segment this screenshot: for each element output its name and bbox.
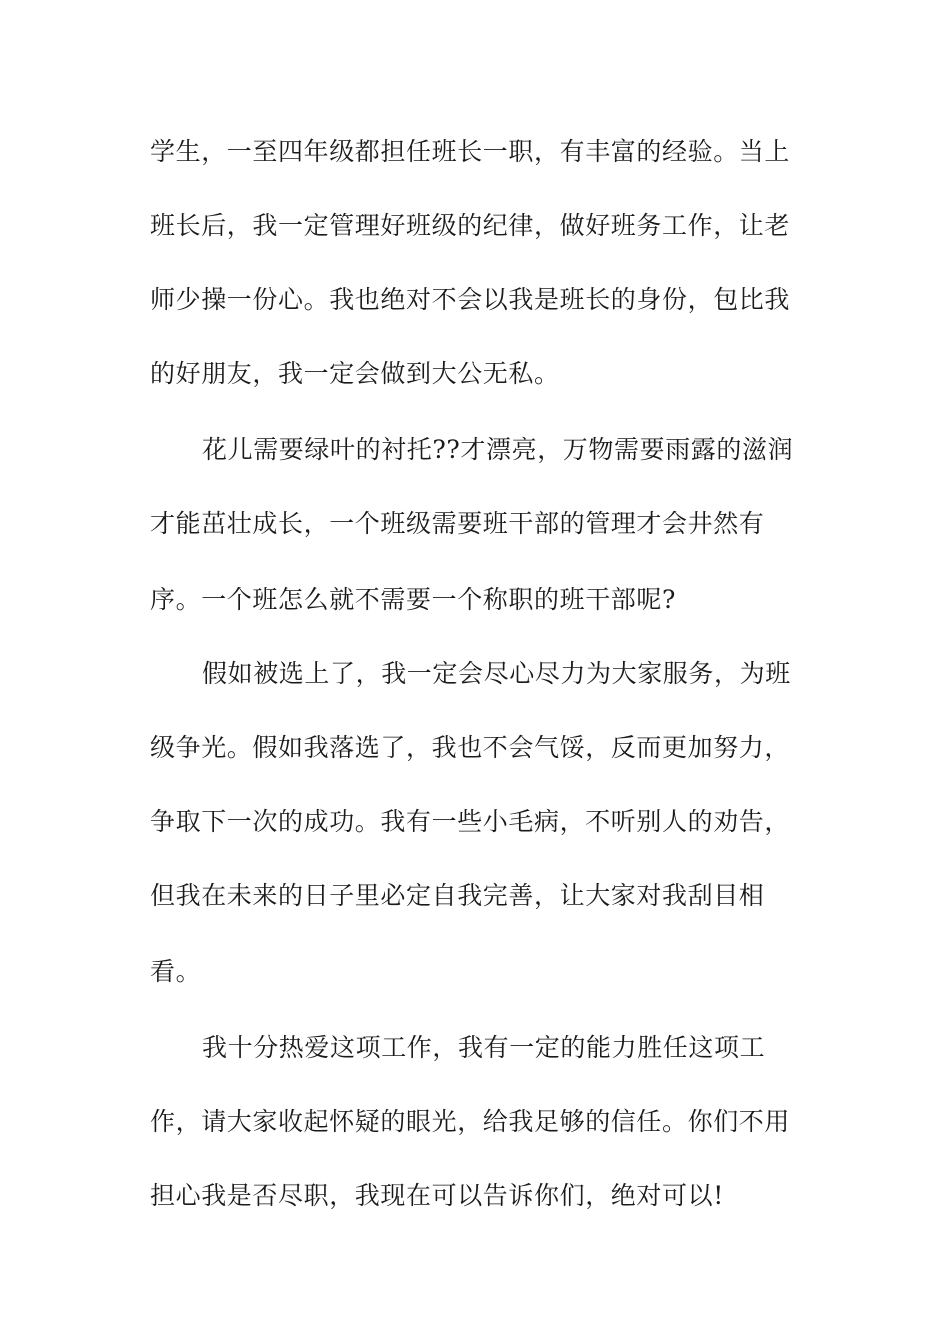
text-line-2: 班长后，我一定管理好班级的纪律，做好班务工作，让老 [150,211,791,240]
text-line-8: 假如被选上了，我一定会尽心尽力为大家服务，为班 [202,659,791,688]
text-line-12: 看。 [150,957,202,986]
text-line-5: 花儿需要绿叶的衬托??才漂亮，万物需要雨露的滋润 [202,435,794,464]
text-line-3: 师少操一份心。我也绝对不会以我是班长的身份，包比我 [150,285,791,314]
text-line-4: 的好朋友，我一定会做到大公无私。 [150,359,560,388]
text-line-13: 我十分热爱这项工作，我有一定的能力胜任这项工 [202,1033,766,1062]
text-line-9: 级争光。假如我落选了，我也不会气馁，反而更加努力， [150,733,791,762]
text-line-11: 但我在未来的日子里必定自我完善，让大家对我刮目相 [150,881,765,910]
text-line-15: 担心我是否尽职，我现在可以告诉你们，绝对可以! [150,1181,724,1210]
text-line-14: 作，请大家收起怀疑的眼光，给我足够的信任。你们不用 [150,1107,791,1136]
text-line-1: 学生，一至四年级都担任班长一职，有丰富的经验。当上 [150,137,791,166]
text-line-6: 才能茁壮成长，一个班级需要班干部的管理才会井然有 [150,509,765,538]
text-line-10: 争取下一次的成功。我有一些小毛病，不听别人的劝告， [150,807,791,836]
text-line-7: 序。一个班怎么就不需要一个称职的班干部呢? [150,585,677,614]
